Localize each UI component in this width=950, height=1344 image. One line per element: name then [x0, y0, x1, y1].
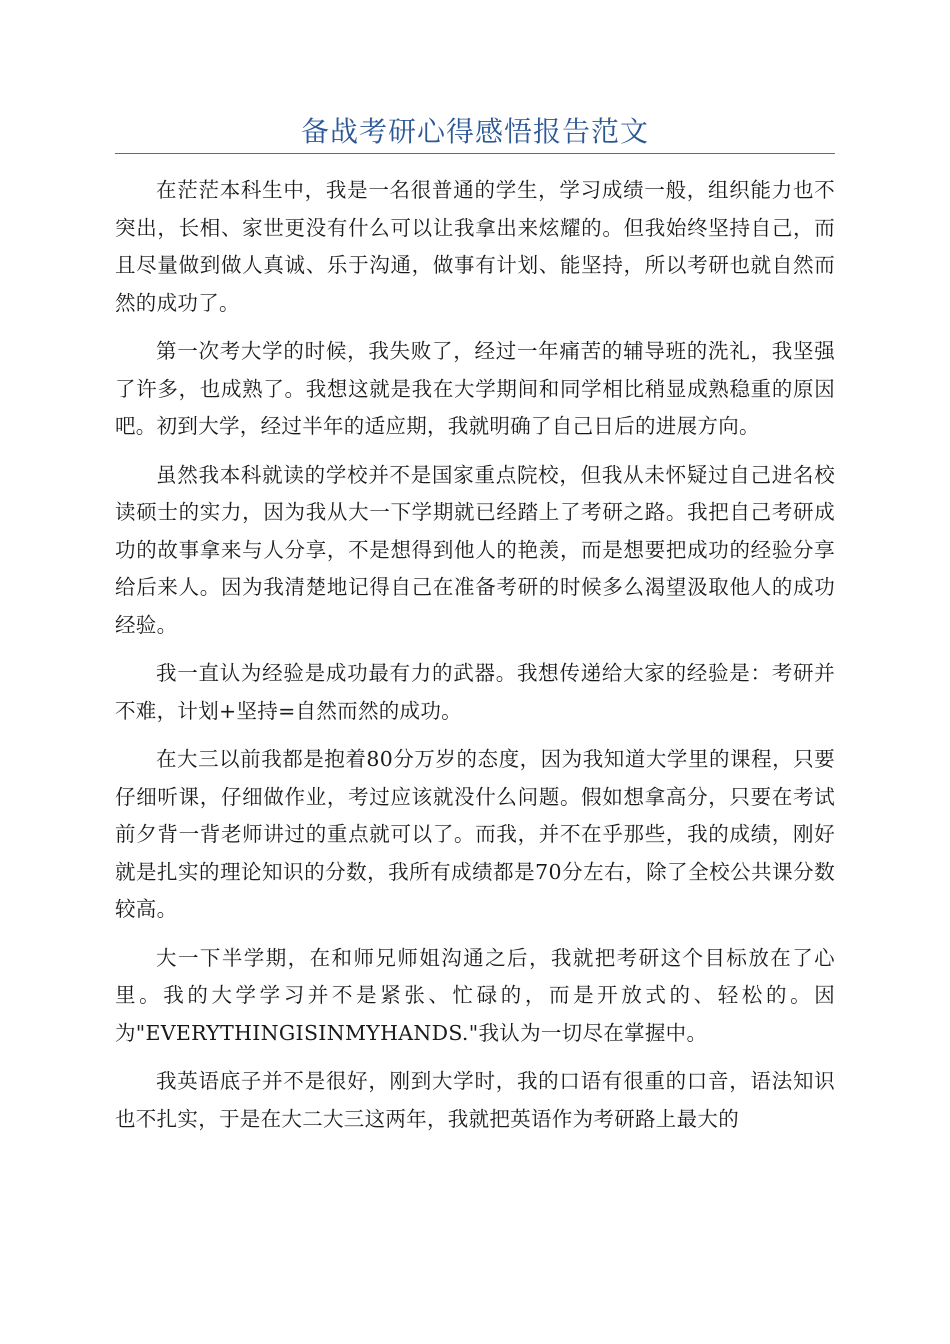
paragraph: 第一次考大学的时候，我失败了，经过一年痛苦的辅导班的洗礼，我坚强了许多，也成熟了。我想这就是我在大学期间和同学相比稍显成熟稳重的原因吧。初到大学，经过半年的适应期，我就明确了自己日后的进展方向。 — [115, 339, 835, 438]
paragraph: 虽然我本科就读的学校并不是国家重点院校，但我从未怀疑过自己进名校读硕士的实力，因为我从大一下学期就已经踏上了考研之路。我把自己考研成功的故事拿来与人分享，不是想得到他人的艳羡，而是想要把成功的经验分享给后来人。因为我清楚地记得自己在准备考研的时候多么渴望汲取他人的成功经验。 — [115, 462, 835, 637]
document-body — [115, 172, 835, 1149]
title-underline-divider — [115, 153, 835, 154]
paragraph: 大一下半学期，在和师兄师姐沟通之后，我就把考研这个目标放在了心里。我的大学学习并不是紧张、忙碌的，而是开放式的、轻松的。因为"EVERYTHINGISINMYHANDS."我认为一切尽在掌握中。 — [115, 945, 835, 1045]
document-title: 备战考研心得感悟报告范文 — [300, 115, 649, 148]
paragraph: 我一直认为经验是成功最有力的武器。我想传递给大家的经验是：考研并不难，计划+坚持=自然而然的成功。 — [115, 661, 835, 723]
paragraph: 我英语底子并不是很好，刚到大学时，我的口语有很重的口音，语法知识也不扎实，于是在大二大三这两年，我就把英语作为考研路上最大的 — [115, 1069, 835, 1131]
paragraph: 在大三以前我都是抱着80分万岁的态度，因为我知道大学里的课程，只要仔细听课，仔细做作业，考过应该就没什么问题。假如想拿高分，只要在考试前夕背一背老师讲过的重点就可以了。而我，并不在乎那些，我的成绩，刚好就是扎实的理论知识的分数，我所有成绩都是70分左右，除了全校公共课分数较高。 — [115, 747, 835, 921]
paragraph: 在茫茫本科生中，我是一名很普通的学生，学习成绩一般，组织能力也不突出，长相、家世更没有什么可以让我拿出来炫耀的。但我始终坚持自己，而且尽量做到做人真诚、乐于沟通，做事有计划、能坚持，所以考研也就自然而然的成功了。 — [115, 178, 835, 315]
